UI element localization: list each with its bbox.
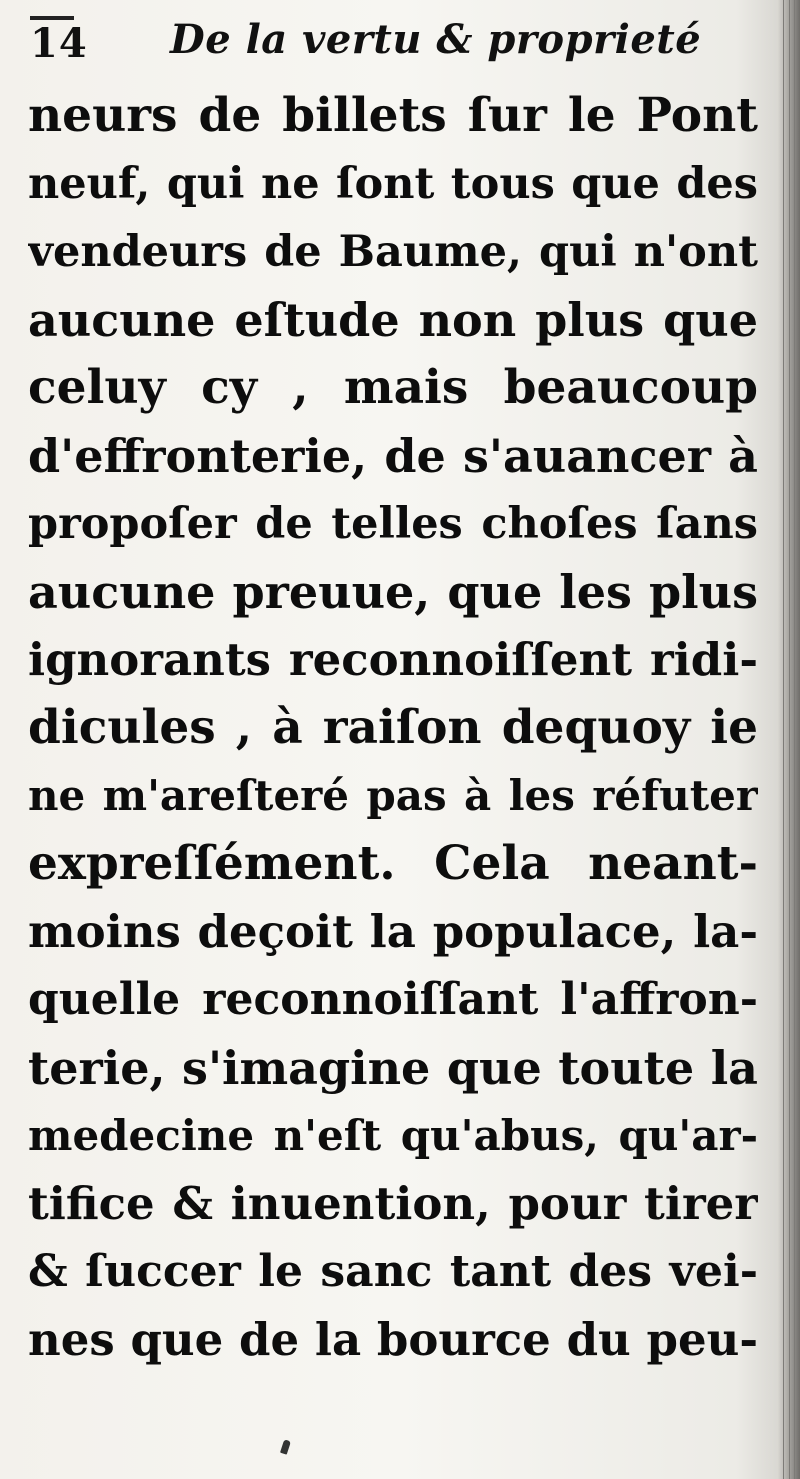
text-line: ne m'areſteré pas à les réfuter [28, 771, 758, 820]
text-line: quelle reconnoiſſant l'affron- [28, 974, 758, 1025]
text-line: terie, s'imagine que toute la [28, 1041, 758, 1095]
page-edge [778, 0, 800, 1479]
text-line: celuy cy , mais beaucoup [28, 360, 758, 415]
text-line: tifice & inuention, pour tirer [28, 1177, 758, 1230]
text-line: expreſſément. Cela neant- [28, 836, 758, 891]
text-line: moins deçoit la populace, la- [28, 905, 758, 958]
running-title: De la vertu & proprieté [170, 16, 702, 63]
page-number: 14 [30, 20, 88, 67]
page-header [30, 6, 770, 76]
page-edge-line [794, 0, 795, 1479]
text-line: d'effronterie, de s'auancer à [28, 429, 758, 483]
page-edge-line [783, 0, 784, 1479]
text-line: dicules , à raiſon dequoy ie [28, 700, 758, 755]
body-text [28, 82, 758, 1374]
text-line: medecine n'eſt qu'abus, qu'ar- [28, 1111, 758, 1160]
text-line: aucune eſtude non plus que [28, 293, 758, 347]
text-line: nes que de la bource du peu- [28, 1313, 758, 1366]
text-line: propoſer de telles choſes ſans [28, 499, 758, 549]
page-edge-line [789, 0, 790, 1479]
text-line: ignorants reconnoiſſent ridi- [28, 633, 758, 686]
text-line: & ſuccer le sanc tant des vei- [28, 1246, 758, 1297]
ink-speck [280, 1439, 291, 1454]
text-line: neurs de billets ſur le Pont [28, 88, 758, 143]
text-line: aucune preuue, que les plus [28, 565, 758, 619]
text-line: neuf, qui ne ſont tous que des [28, 159, 758, 209]
text-line: vendeurs de Baume, qui n'ont [28, 227, 758, 277]
